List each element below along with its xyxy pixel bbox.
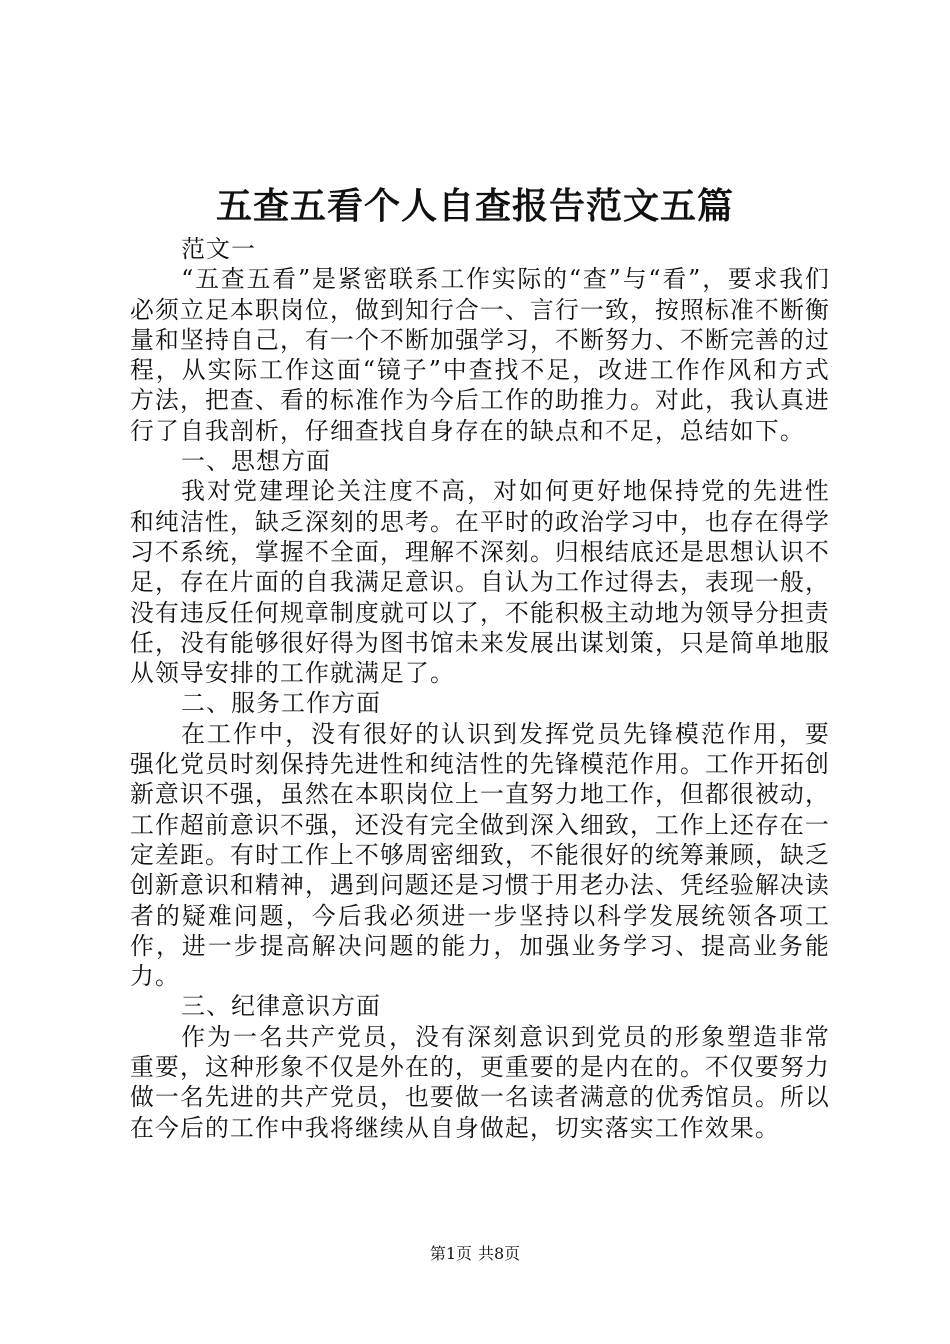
section-heading-service: 二、服务工作方面 xyxy=(181,689,382,718)
page-total: 共8页 xyxy=(478,1244,521,1263)
page-number: 第1页 xyxy=(429,1244,472,1263)
page-footer xyxy=(0,1243,950,1265)
section-heading-discipline: 三、纪律意识方面 xyxy=(181,992,382,1021)
document-body xyxy=(130,234,830,1143)
service-paragraph: 在工作中，没有很好的认识到发挥党员先锋模范作用，要强化党员时刻保持先进性和纯洁性的先锋模范作用。工作开拓创新意识不强，虽然在本职岗位上一直努力地工作，但都很被动，工作超前意识不强，还没有完全做到深入细致，工作上还存在一定差距。有时工作上不够周密细致，不能很好的统筹兼顾，缺乏创新意识和精神，遇到问题还是习惯于用老办法、凭经验解决读者的疑难问题，今后我必须进一步坚持以科学发展统领各项工作，进一步提高解决问题的能力，加强业务学习、提高业务能力。 xyxy=(130,719,830,991)
document-title: 五查五看个人自查报告范文五篇 xyxy=(215,185,734,227)
intro-paragraph: “五查五看”是紧密联系工作实际的“查”与“看”，要求我们必须立足本职岗位，做到知行合一、言行一致，按照标准不断衡量和坚持自己，有一个不断加强学习，不断努力、不断完善的过程，从实际工作这面“镜子”中查找不足，改进工作作风和方式方法，把查、看的标准作为今后工作的助推力。对此，我认真进行了自我剖析，仔细查找自身存在的缺点和不足，总结如下。 xyxy=(130,265,830,445)
section-heading-sample-one: 范文一 xyxy=(181,235,257,263)
discipline-paragraph: 作为一名共产党员，没有深刻意识到党员的形象塑造非常重要，这种形象不仅是外在的，更重要的是内在的。不仅要努力做一名先进的共产党员，也要做一名读者满意的优秀馆员。所以在今后的工作中我将继续从自身做起，切实落实工作效果。 xyxy=(130,1022,830,1142)
section-heading-thought: 一、思想方面 xyxy=(181,447,332,476)
thought-paragraph: 我对党建理论关注度不高，对如何更好地保持党的先进性和纯洁性，缺乏深刻的思考。在平时的政治学习中，也存在得学习不系统，掌握不全面，理解不深刻。归根结底还是思想认识不足，存在片面的自我满足意识。自认为工作过得去，表现一般，没有违反任何规章制度就可以了，不能积极主动地为领导分担责任，没有能够很好得为图书馆未来发展出谋划策，只是简单地服从领导安排的工作就满足了。 xyxy=(130,477,830,688)
